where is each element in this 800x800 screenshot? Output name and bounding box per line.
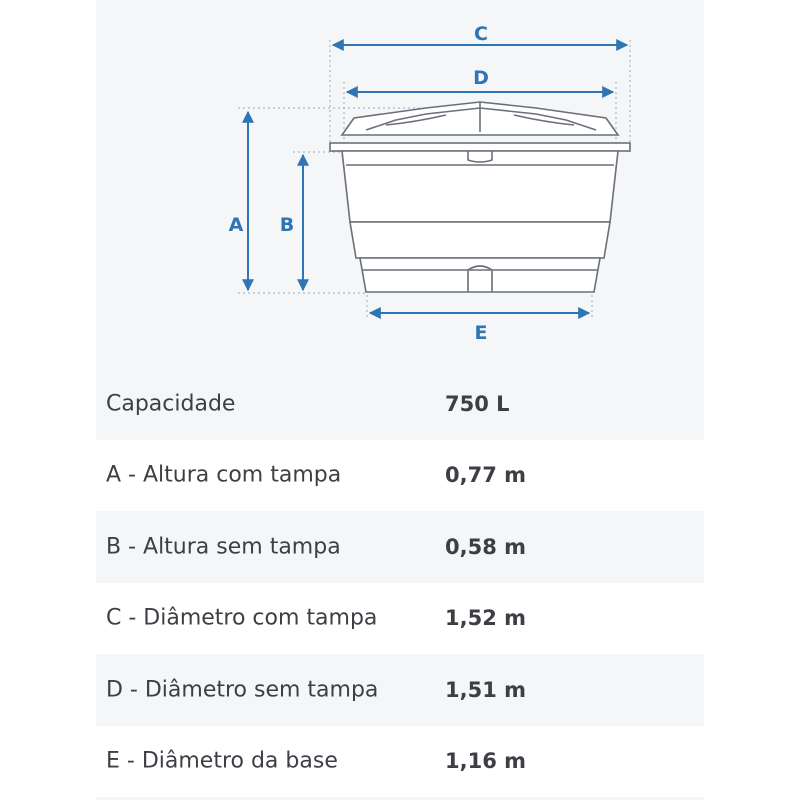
tank-dimension-diagram bbox=[96, 0, 704, 368]
spec-label: E - Diâmetro da base bbox=[106, 748, 338, 774]
spec-value: 750 L bbox=[445, 391, 510, 416]
spec-value: 0,77 m bbox=[445, 463, 527, 488]
spec-row-base-diameter bbox=[96, 726, 704, 798]
spec-row-height-without-lid bbox=[96, 511, 704, 583]
spec-value: 0,58 m bbox=[445, 534, 527, 559]
dimension-c-label: C bbox=[474, 23, 488, 45]
spec-label: A - Altura com tampa bbox=[106, 462, 342, 488]
dimension-d-label: D bbox=[473, 67, 489, 89]
spec-table bbox=[96, 368, 704, 797]
spec-label: D - Diâmetro sem tampa bbox=[106, 677, 379, 703]
dimension-a-label: A bbox=[228, 214, 244, 236]
spec-row-diameter-with-lid bbox=[96, 583, 704, 655]
spec-value: 1,16 m bbox=[445, 749, 527, 774]
tank-outline bbox=[330, 102, 630, 292]
spec-label: B - Altura sem tampa bbox=[106, 534, 341, 560]
tank-diagram-svg bbox=[96, 0, 704, 368]
spec-value: 1,51 m bbox=[445, 677, 527, 702]
spec-row-capacity bbox=[96, 368, 704, 440]
spec-row-diameter-without-lid bbox=[96, 654, 704, 726]
spec-value: 1,52 m bbox=[445, 606, 527, 631]
spec-row-height-with-lid bbox=[96, 440, 704, 512]
spec-label: C - Diâmetro com tampa bbox=[106, 605, 378, 631]
dimension-e-label: E bbox=[474, 322, 488, 344]
spec-label: Capacidade bbox=[106, 391, 236, 417]
dimension-b-label: B bbox=[279, 214, 295, 236]
